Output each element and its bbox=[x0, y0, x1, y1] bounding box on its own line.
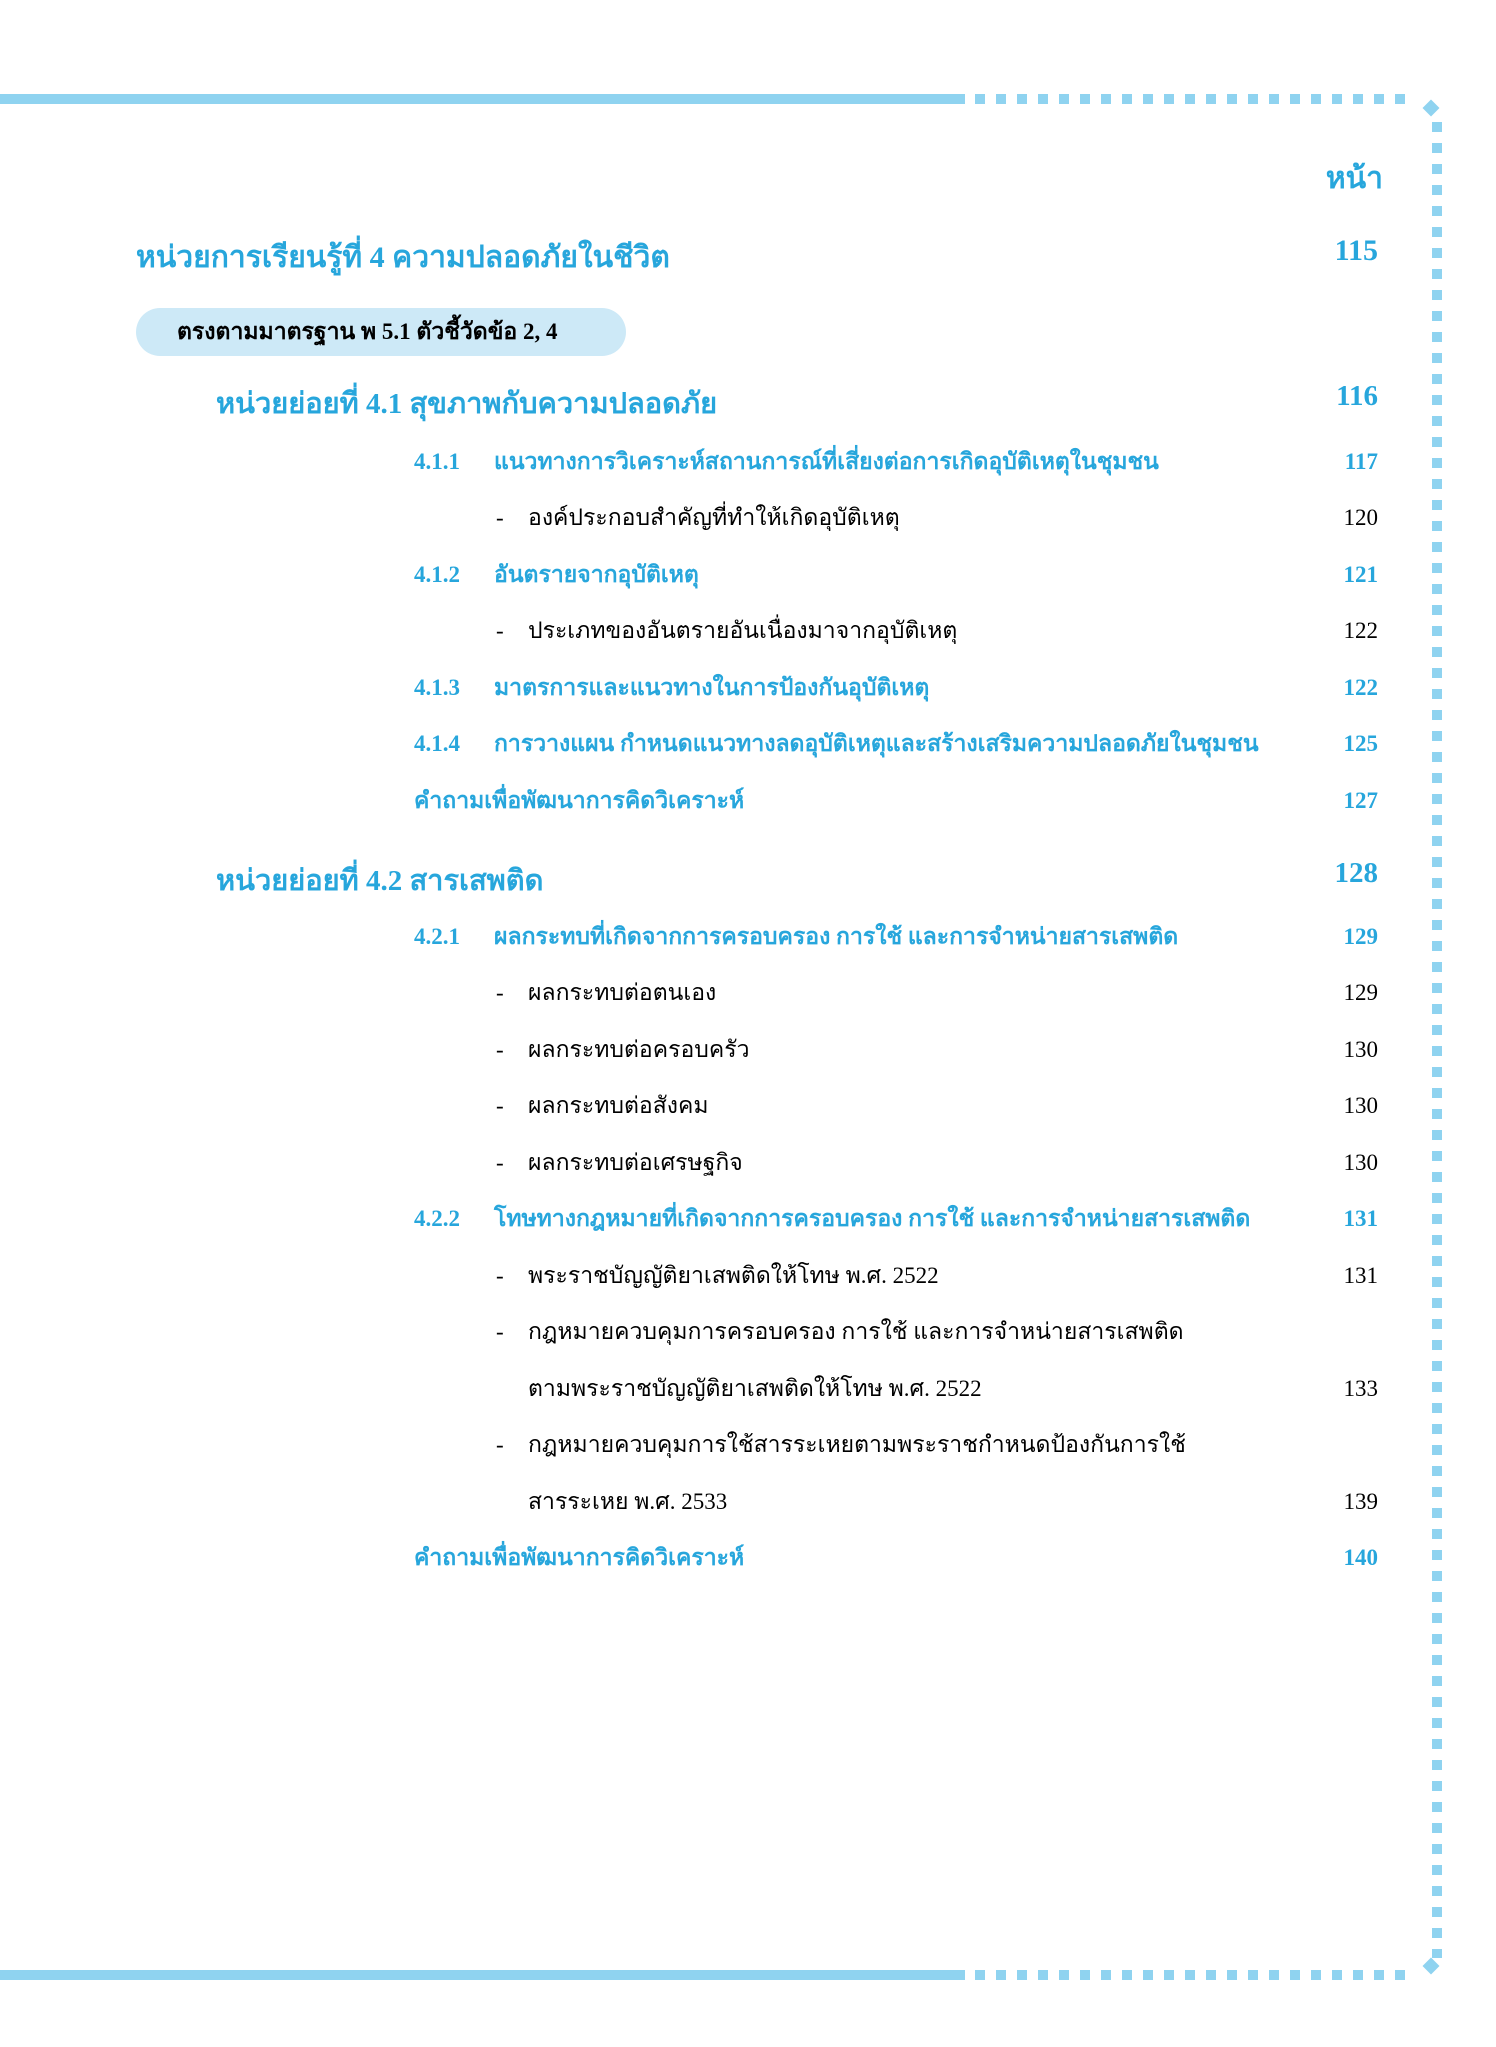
bullet-dash: - bbox=[496, 1037, 504, 1062]
subunit-title[interactable]: หน่วยย่อยที่ 4.2 สารเสพติด bbox=[216, 865, 544, 897]
item-page-number: 120 bbox=[1343, 505, 1378, 530]
question-page-number: 127 bbox=[1343, 788, 1378, 813]
section-page-number: 129 bbox=[1343, 924, 1378, 949]
section-title: ผลกระทบที่เกิดจากการครอบครอง การใช้ และการจำหน่ายสารเสพติด bbox=[494, 924, 1179, 949]
frame-top-dotted-line bbox=[975, 94, 1415, 104]
toc-item-row[interactable] bbox=[0, 611, 1496, 651]
section-number: 4.2.1 bbox=[414, 924, 460, 949]
item-title: ผลกระทบต่อตนเอง bbox=[528, 980, 717, 1005]
section-number: 4.1.4 bbox=[414, 731, 460, 756]
item-page-number: 131 bbox=[1343, 1263, 1378, 1288]
bullet-dash: - bbox=[496, 505, 504, 530]
item-title: ผลกระทบต่อเศรษฐกิจ bbox=[528, 1150, 743, 1175]
frame-bottom-bar bbox=[0, 1970, 965, 1980]
toc-section-row[interactable] bbox=[0, 555, 1496, 595]
section-title: โทษทางกฎหมายที่เกิดจากการครอบครอง การใช้ และการจำหน่ายสารเสพติด bbox=[494, 1206, 1251, 1231]
section-page-number: 125 bbox=[1343, 731, 1378, 756]
bullet-dash: - bbox=[496, 1150, 504, 1175]
bullet-dash: - bbox=[496, 618, 504, 643]
section-title: การวางแผน กำหนดแนวทางลดอุบัติเหตุและสร้างเสริมความปลอดภัยในชุมชน bbox=[494, 731, 1259, 756]
item-title: องค์ประกอบสำคัญที่ทำให้เกิดอุบัติเหตุ bbox=[528, 505, 900, 530]
toc-section-row[interactable] bbox=[0, 668, 1496, 708]
toc-item-row[interactable] bbox=[0, 498, 1496, 538]
toc-item-row[interactable] bbox=[0, 1086, 1496, 1126]
item-title-continued: ตามพระราชบัญญัติยาเสพติดให้โทษ พ.ศ. 2522 bbox=[528, 1376, 982, 1401]
item-title: ประเภทของอันตรายอันเนื่องมาจากอุบัติเหตุ bbox=[528, 618, 958, 643]
page-column-label: หน้า bbox=[1325, 162, 1383, 195]
item-title: พระราชบัญญัติยาเสพติดให้โทษ พ.ศ. 2522 bbox=[528, 1263, 939, 1288]
section-page-number: 122 bbox=[1343, 675, 1378, 700]
bullet-dash: - bbox=[496, 1319, 504, 1344]
section-page-number: 131 bbox=[1343, 1206, 1378, 1231]
frame-corner-diamond bbox=[1423, 1958, 1440, 1975]
item-title: ผลกระทบต่อครอบครัว bbox=[528, 1037, 750, 1062]
section-page-number: 121 bbox=[1343, 562, 1378, 587]
section-title: มาตรการและแนวทางในการป้องกันอุบัติเหตุ bbox=[494, 675, 930, 700]
item-page-number: 130 bbox=[1343, 1093, 1378, 1118]
item-page-number: 130 bbox=[1343, 1037, 1378, 1062]
toc-item-row[interactable] bbox=[0, 1143, 1496, 1183]
item-page-number: 130 bbox=[1343, 1150, 1378, 1175]
question-title: คำถามเพื่อพัฒนาการคิดวิเคราะห์ bbox=[414, 788, 745, 813]
item-page-number: 139 bbox=[1343, 1489, 1378, 1514]
unit-page-number: 115 bbox=[1334, 234, 1378, 267]
section-number: 4.2.2 bbox=[414, 1206, 460, 1231]
bullet-dash: - bbox=[496, 1432, 504, 1457]
bullet-dash: - bbox=[496, 1093, 504, 1118]
bullet-dash: - bbox=[496, 980, 504, 1005]
subunit-title[interactable]: หน่วยย่อยที่ 4.1 สุขภาพกับความปลอดภัย bbox=[216, 388, 718, 420]
section-number: 4.1.1 bbox=[414, 449, 460, 474]
section-number: 4.1.3 bbox=[414, 675, 460, 700]
toc-item-row[interactable] bbox=[0, 1425, 1496, 1465]
frame-bottom-dotted-line bbox=[975, 1970, 1415, 1980]
frame-corner-diamond bbox=[1423, 100, 1440, 117]
unit-title[interactable]: หน่วยการเรียนรู้ที่ 4 ความปลอดภัยในชีวิต bbox=[136, 241, 670, 274]
frame-top-bar bbox=[0, 94, 965, 104]
section-title: แนวทางการวิเคราะห์สถานการณ์ที่เสี่ยงต่อการเกิดอุบัติเหตุในชุมชน bbox=[494, 449, 1159, 474]
subunit-page-number: 128 bbox=[1334, 857, 1378, 889]
standard-badge: ตรงตามมาตรฐาน พ 5.1 ตัวชี้วัดข้อ 2, 4 bbox=[136, 308, 626, 356]
toc-item-row[interactable] bbox=[0, 973, 1496, 1013]
toc-question-row[interactable] bbox=[0, 781, 1496, 821]
section-page-number: 117 bbox=[1344, 449, 1378, 474]
item-title: กฎหมายควบคุมการครอบครอง การใช้ และการจำหน่ายสารเสพติด bbox=[528, 1319, 1184, 1344]
toc-item-row[interactable] bbox=[0, 1312, 1496, 1352]
toc-section-row[interactable] bbox=[0, 724, 1496, 764]
question-page-number: 140 bbox=[1343, 1545, 1378, 1570]
item-page-number: 133 bbox=[1343, 1376, 1378, 1401]
toc-item-row-continued[interactable] bbox=[0, 1369, 1496, 1409]
toc-section-row[interactable] bbox=[0, 1199, 1496, 1239]
item-title-continued: สารระเหย พ.ศ. 2533 bbox=[528, 1489, 728, 1514]
item-page-number: 129 bbox=[1343, 980, 1378, 1005]
item-page-number: 122 bbox=[1343, 618, 1378, 643]
question-title: คำถามเพื่อพัฒนาการคิดวิเคราะห์ bbox=[414, 1545, 745, 1570]
item-title: ผลกระทบต่อสังคม bbox=[528, 1093, 709, 1118]
toc-item-row[interactable] bbox=[0, 1030, 1496, 1070]
toc-section-row[interactable] bbox=[0, 917, 1496, 957]
toc-section-row[interactable] bbox=[0, 442, 1496, 482]
subunit-page-number: 116 bbox=[1336, 380, 1378, 412]
bullet-dash: - bbox=[496, 1263, 504, 1288]
toc-item-row-continued[interactable] bbox=[0, 1482, 1496, 1522]
section-number: 4.1.2 bbox=[414, 562, 460, 587]
section-title: อันตรายจากอุบัติเหตุ bbox=[494, 562, 699, 587]
toc-item-row[interactable] bbox=[0, 1256, 1496, 1296]
toc-question-row[interactable] bbox=[0, 1538, 1496, 1578]
item-title: กฎหมายควบคุมการใช้สารระเหยตามพระราชกำหนดป้องกันการใช้ bbox=[528, 1432, 1186, 1457]
